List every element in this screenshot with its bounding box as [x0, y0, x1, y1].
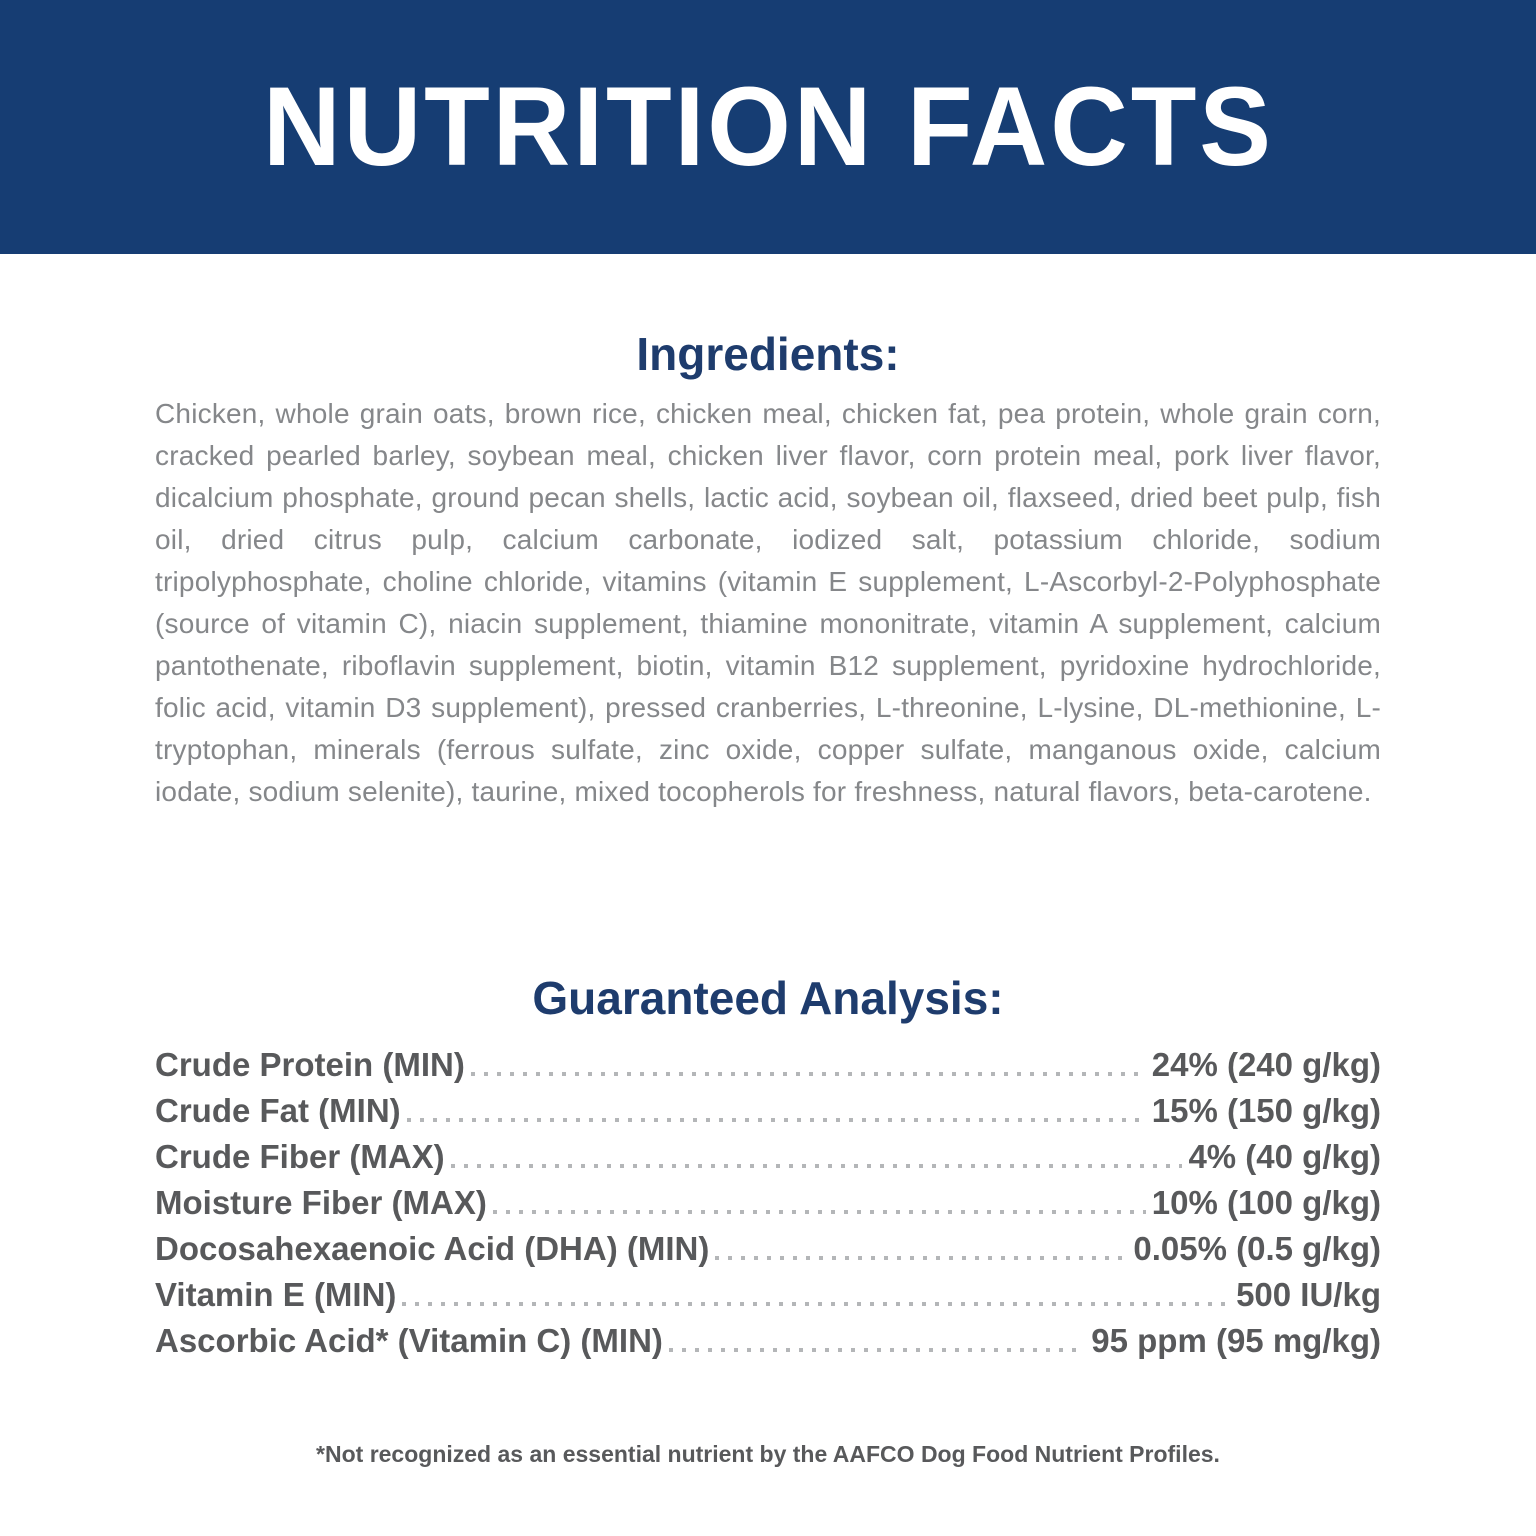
guaranteed-analysis-table — [155, 1042, 1381, 1364]
analysis-row-label: Crude Fiber (MAX) — [155, 1138, 445, 1175]
page-title: NUTRITION FACTS — [262, 64, 1274, 189]
ingredients-paragraph: Chicken, whole grain oats, brown rice, chicken meal, chicken fat, pea protein, whole grain corn, cracked pearled barley, soybean meal, chicken liver flavor, corn protein meal, pork liver flavor, dicalcium phosphate, ground pecan shells, lactic acid, soybean oil, flaxseed, dried beet pulp, fish oil, dried citrus pulp, calcium carbonate, iodized salt, potassium chloride, sodium tripolyphosphate, choline chloride, vitamins (vitamin E supplement, L-Ascorbyl-2-Polyphosphate (source of vitamin C), niacin supplement, thiamine mononitrate, vitamin A supplement, calcium pantothenate, riboflavin supplement, biotin, vitamin B12 supplement, pyridoxine hydrochloride, folic acid, vitamin D3 supplement), pressed cranberries, L-threonine, L-lysine, DL-methionine, L-tryptophan, minerals (ferrous sulfate, zinc oxide, copper sulfate, manganous oxide, calcium iodate, sodium selenite), taurine, mixed tocopherols for freshness, natural flavors, beta-carotene. — [155, 398, 1381, 807]
analysis-row-value: 500 IU/kg — [1236, 1276, 1381, 1313]
analysis-row-value: 0.05% (0.5 g/kg) — [1133, 1230, 1381, 1267]
analysis-row — [155, 1088, 1381, 1134]
dotted-leader — [669, 1348, 1085, 1352]
analysis-row — [155, 1134, 1381, 1180]
analysis-row — [155, 1226, 1381, 1272]
dotted-leader — [451, 1164, 1183, 1168]
analysis-row-value: 95 ppm (95 mg/kg) — [1091, 1322, 1381, 1359]
dotted-leader — [407, 1118, 1146, 1122]
ingredients-heading: Ingredients: — [636, 328, 900, 380]
analysis-row — [155, 1272, 1381, 1318]
analysis-row-label: Crude Protein (MIN) — [155, 1046, 465, 1083]
aafco-footnote: *Not recognized as an essential nutrient by the AAFCO Dog Food Nutrient Profiles. — [316, 1441, 1220, 1467]
analysis-row-label: Docosahexaenoic Acid (DHA) (MIN) — [155, 1230, 710, 1267]
analysis-row-value: 4% (40 g/kg) — [1188, 1138, 1381, 1175]
dotted-leader — [493, 1210, 1146, 1214]
dotted-leader — [402, 1302, 1230, 1306]
dotted-leader — [471, 1072, 1146, 1076]
analysis-row-label: Vitamin E (MIN) — [155, 1276, 397, 1313]
analysis-row-value: 10% (100 g/kg) — [1151, 1184, 1381, 1221]
analysis-row-value: 15% (150 g/kg) — [1151, 1092, 1381, 1129]
guaranteed-analysis-heading: Guaranteed Analysis: — [532, 972, 1004, 1024]
banner — [0, 0, 1536, 254]
analysis-row-value: 24% (240 g/kg) — [1151, 1046, 1381, 1083]
analysis-row — [155, 1042, 1381, 1088]
analysis-row — [155, 1180, 1381, 1226]
analysis-row-label: Crude Fat (MIN) — [155, 1092, 401, 1129]
analysis-row — [155, 1318, 1381, 1364]
dotted-leader — [715, 1256, 1127, 1260]
analysis-row-label: Ascorbic Acid* (Vitamin C) (MIN) — [155, 1322, 663, 1359]
analysis-row-label: Moisture Fiber (MAX) — [155, 1184, 487, 1221]
